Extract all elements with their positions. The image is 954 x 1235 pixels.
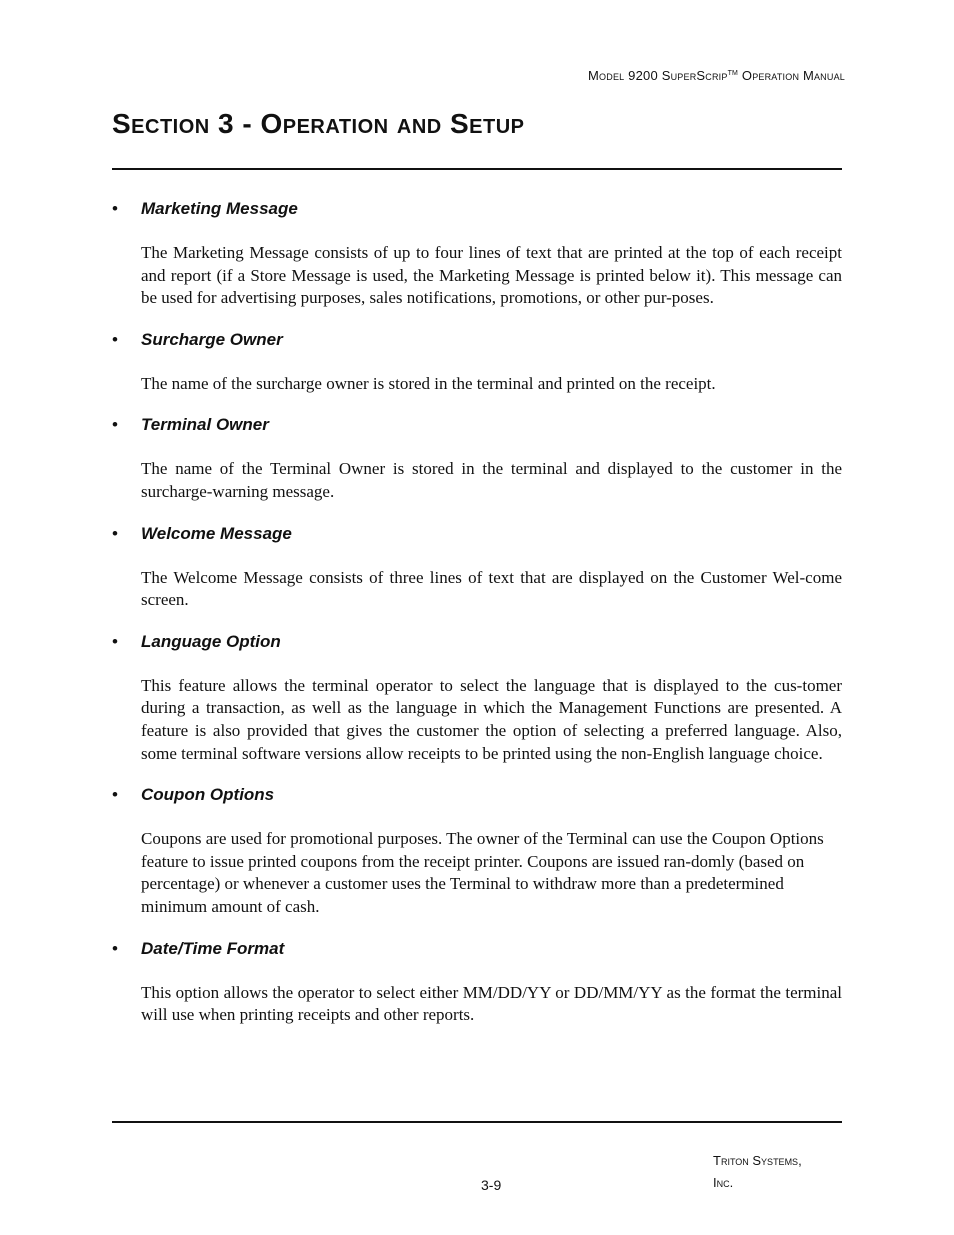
list-item-terminal-owner <box>112 413 842 503</box>
item-body: The name of the surcharge owner is stored in the terminal and printed on the receipt. <box>141 373 716 393</box>
feature-list <box>112 197 842 1045</box>
item-body: The name of the Terminal Owner is stored in the terminal and displayed to the customer in the surcharge-warning message. <box>141 459 842 501</box>
running-header-title: Model 9200 SuperScrip <box>588 68 728 83</box>
company-name-line-1: Triton Systems, <box>713 1153 802 1168</box>
company-name <box>713 1150 802 1194</box>
item-body: Coupons are used for promotional purposes. The owner of the Terminal can use the Coupon Options feature to issue printed coupons from the receipt printer. Coupons are issued ran-domly (based on percentage) or whenever a customer uses the Terminal to withdraw more than a predetermined minimum amount of cash. <box>141 829 824 916</box>
item-body: This feature allows the terminal operator to select the language that is displayed to the cus-tomer during a transaction, as well as the language in which the Management Functions are presented. A feature is also provided that gives the customer the option of selecting a preferred language. Also, some terminal software versions allow receipts to be printed using the non-English language choice. <box>141 675 842 763</box>
page-number: 3-9 <box>481 1177 502 1193</box>
bullet-icon: • <box>112 631 118 651</box>
item-heading: Welcome Message <box>141 523 292 543</box>
item-heading: Coupon Options <box>141 785 275 805</box>
running-header-suffix: Operation Manual <box>738 68 845 83</box>
bullet-icon: • <box>112 938 118 958</box>
company-name-line-2: Inc. <box>713 1175 734 1190</box>
item-heading: Date/Time Format <box>141 938 285 958</box>
item-body: The Welcome Message consists of three lines of text that are displayed on the Customer Wel-come screen. <box>141 567 842 610</box>
trademark-mark: TM <box>727 70 739 77</box>
list-item-welcome-message <box>112 522 842 612</box>
item-body: The Marketing Message consists of up to four lines of text that are printed at the top of each receipt and report (if a Store Message is used, the Marketing Message is printed below it). This message can be used for advertising purposes, sales notifications, promotions, or other pur-poses. <box>141 243 842 308</box>
bullet-icon: • <box>112 199 118 218</box>
running-header <box>588 68 845 83</box>
item-heading: Surcharge Owner <box>141 329 283 349</box>
bullet-icon: • <box>112 785 118 805</box>
list-item-marketing-message <box>112 197 842 310</box>
list-item-surcharge-owner <box>112 328 842 396</box>
top-divider <box>112 168 842 170</box>
bullet-icon: • <box>112 415 118 435</box>
bullet-icon: • <box>112 523 118 543</box>
item-body: This option allows the operator to select either MM/DD/YY or DD/MM/YY as the format the terminal will use when printing receipts and other reports. <box>141 982 842 1025</box>
list-item-coupon-options <box>112 783 842 918</box>
bottom-divider <box>112 1121 842 1123</box>
bullet-icon: • <box>112 329 118 349</box>
section-title: Section 3 - Operation and Setup <box>112 108 525 139</box>
list-item-language-option <box>112 630 842 765</box>
item-heading: Marketing Message <box>141 199 298 218</box>
item-heading: Terminal Owner <box>141 415 269 435</box>
item-heading: Language Option <box>141 631 281 651</box>
list-item-date-time-format <box>112 937 842 1027</box>
